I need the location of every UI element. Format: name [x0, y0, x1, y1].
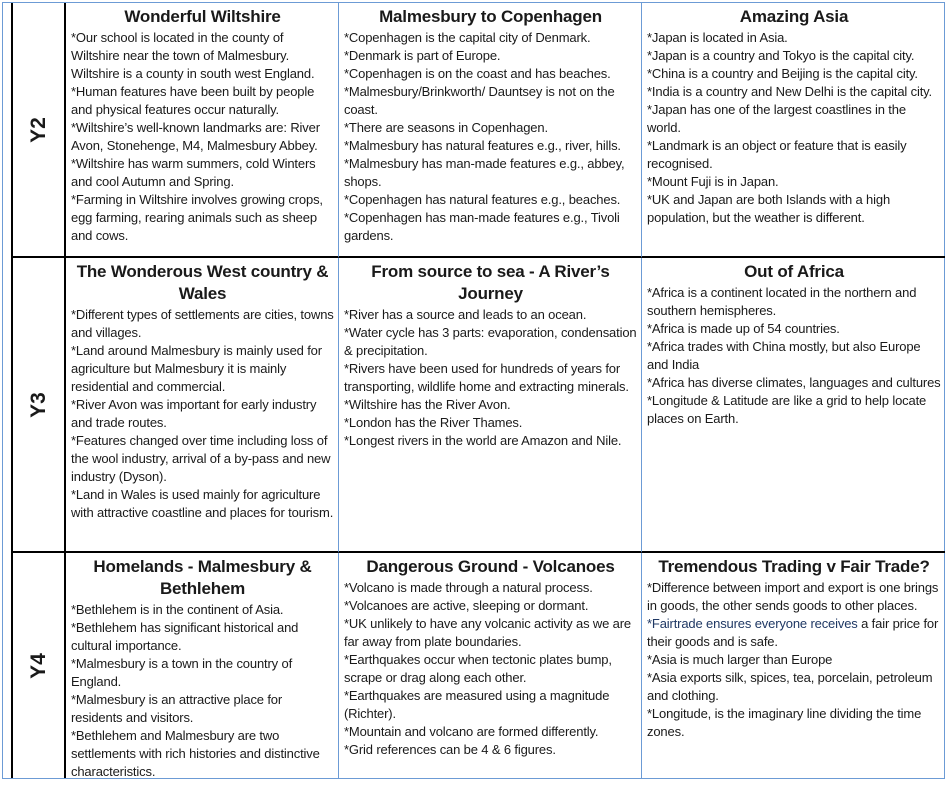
year-cell-y4: [13, 553, 66, 778]
topic-cell-amazing-asia: [641, 3, 945, 258]
bullet: *Africa trades with China mostly, but also Europe and India: [647, 339, 924, 372]
year-label-y4: Y4: [26, 652, 50, 679]
topic-title: Amazing Asia: [739, 7, 849, 26]
bullet: *Rivers have been used for hundreds of years for transporting, wildlife home and extracting minerals.: [344, 361, 629, 394]
topic-cell-wonderful-wiltshire: [66, 3, 338, 258]
topic-cell-rivers-journey: [338, 258, 641, 553]
bullet: *Our school is located in the county of Wiltshire near the town of Malmesbury. Wiltshire is a county in south west England.: [71, 30, 315, 81]
bullet: *Malmesbury has natural features e.g., river, hills.: [344, 138, 621, 153]
bullet: *Human features have been built by people and physical features occur naturally.: [71, 84, 318, 117]
bullet: *Malmesbury has man-made features e.g., abbey, shops.: [344, 156, 628, 189]
bullet: *Japan has one of the largest coastlines in the world.: [647, 102, 910, 135]
bullet: *Africa is a continent located in the northern and southern hemispheres.: [647, 285, 920, 318]
bullet: *Earthquakes occur when tectonic plates bump, scrape or drag along each other.: [344, 652, 616, 685]
bullet: *Africa is made up of 54 countries.: [647, 321, 840, 336]
bullet: *Wiltshire has warm summers, cold Winters and cool Autumn and Spring.: [71, 156, 319, 189]
topic-title: Malmesbury to Copenhagen: [379, 7, 602, 26]
topic-cell-tremendous-trading: [641, 553, 945, 778]
fairtrade-rest-text: a fair price for their goods and is safe.: [647, 616, 942, 649]
bullet: *Longest rivers in the world are Amazon and Nile.: [344, 433, 622, 448]
curriculum-table: [11, 3, 945, 778]
bullet: *Africa has diverse climates, languages and cultures: [647, 375, 941, 390]
bullet: *Volcanoes are active, sleeping or dormant.: [344, 598, 589, 613]
bullet: *Malmesbury is a town in the country of England.: [71, 656, 296, 689]
topic-title: The Wonderous West country & Wales: [76, 262, 329, 303]
bullet: *Malmesbury/Brinkworth/ Dauntsey is not on the coast.: [344, 84, 619, 117]
bullet: *Asia exports silk, spices, tea, porcelain, petroleum and clothing.: [647, 670, 936, 703]
year-label-y3: Y3: [26, 391, 50, 418]
topic-cell-out-of-africa: [641, 258, 945, 553]
bullet: *China is a country and Beijing is the capital city.: [647, 66, 918, 81]
topic-title: Tremendous Trading v Fair Trade?: [658, 557, 930, 576]
bullet: *Landmark is an object or feature that is easily recognised.: [647, 138, 910, 171]
bullet: *Land in Wales is used mainly for agriculture with attractive coastline and places for tourism.: [71, 487, 334, 520]
bullet: *UK and Japan are both Islands with a high population, but the weather is different.: [647, 192, 894, 225]
bullet: *Features changed over time including loss of the wool industry, arrival of a by-pass and new industry (Dyson).: [71, 433, 334, 484]
bullet: *Grid references can be 4 & 6 figures.: [344, 742, 556, 757]
bullet: *Bethlehem is in the continent of Asia.: [71, 602, 284, 617]
bullet: *River Avon was important for early industry and trade routes.: [71, 397, 320, 430]
year-label-y2: Y2: [26, 116, 50, 143]
topic-title: Out of Africa: [744, 262, 844, 281]
bullet: *UK unlikely to have any volcanic activity as we are far away from plate boundaries.: [344, 616, 635, 649]
topic-cell-dangerous-ground: [338, 553, 641, 778]
bullet: *Mount Fuji is in Japan.: [647, 174, 779, 189]
fairtrade-highlight-text: *Fairtrade ensures everyone receives: [647, 616, 858, 631]
bullet: *River has a source and leads to an ocean.: [344, 307, 587, 322]
year-cell-y3: [13, 258, 66, 553]
bullet-fairtrade: [647, 615, 941, 651]
bullet: *Denmark is part of Europe.: [344, 48, 501, 63]
topic-title: From source to sea - A River’s Journey: [371, 262, 610, 303]
bullet: *Longitude & Latitude are like a grid to help locate places on Earth.: [647, 393, 930, 426]
bullet: *Bethlehem and Malmesbury are two settlements with rich histories and distinctive characteristics.: [71, 728, 324, 778]
bullet: *Copenhagen has man-made features e.g., Tivoli gardens.: [344, 210, 624, 243]
bullet: *Wiltshire has the River Avon.: [344, 397, 511, 412]
bullet: *Land around Malmesbury is mainly used for agriculture but Malmesbury it is mainly residential and commercial.: [71, 343, 326, 394]
year-cell-y2: [13, 3, 66, 258]
bullet: *Japan is a country and Tokyo is the capital city.: [647, 48, 915, 63]
bullet: *Bethlehem has significant historical and cultural importance.: [71, 620, 302, 653]
bullet: *Malmesbury is an attractive place for residents and visitors.: [71, 692, 286, 725]
bullet: *Asia is much larger than Europe: [647, 652, 833, 667]
bullet: *Copenhagen has natural features e.g., beaches.: [344, 192, 621, 207]
bullet: *Copenhagen is the capital city of Denmark.: [344, 30, 591, 45]
topic-cell-homelands: [66, 553, 338, 778]
bullet: *There are seasons in Copenhagen.: [344, 120, 548, 135]
bullet: *India is a country and New Delhi is the capital city.: [647, 84, 933, 99]
bullet: *Japan is located in Asia.: [647, 30, 788, 45]
topic-title: Wonderful Wiltshire: [124, 7, 281, 26]
bullet: *Earthquakes are measured using a magnitude (Richter).: [344, 688, 613, 721]
bullet: *Different types of settlements are cities, towns and villages.: [71, 307, 338, 340]
topic-title: Homelands - Malmesbury & Bethlehem: [93, 557, 312, 598]
topic-cell-malmesbury-to-copenhagen: [338, 3, 641, 258]
topic-title: Dangerous Ground - Volcanoes: [366, 557, 615, 576]
bullet: *Difference between import and export is one brings in goods, the other sends goods to other places.: [647, 580, 942, 613]
bullet: *Mountain and volcano are formed differently.: [344, 724, 599, 739]
bullet: *Farming in Wiltshire involves growing crops, egg farming, rearing animals such as sheep and cows.: [71, 192, 327, 243]
bullet: *Copenhagen is on the coast and has beaches.: [344, 66, 611, 81]
bullet: *Wiltshire’s well-known landmarks are: River Avon, Stonehenge, M4, Malmesbury Abbey.: [71, 120, 323, 153]
bullet: *Water cycle has 3 parts: evaporation, condensation & precipitation.: [344, 325, 640, 358]
bullet: *London has the River Thames.: [344, 415, 523, 430]
topic-cell-wonderous-west-country: [66, 258, 338, 553]
bullet: *Volcano is made through a natural process.: [344, 580, 593, 595]
bullet: *Longitude, is the imaginary line dividing the time zones.: [647, 706, 925, 739]
